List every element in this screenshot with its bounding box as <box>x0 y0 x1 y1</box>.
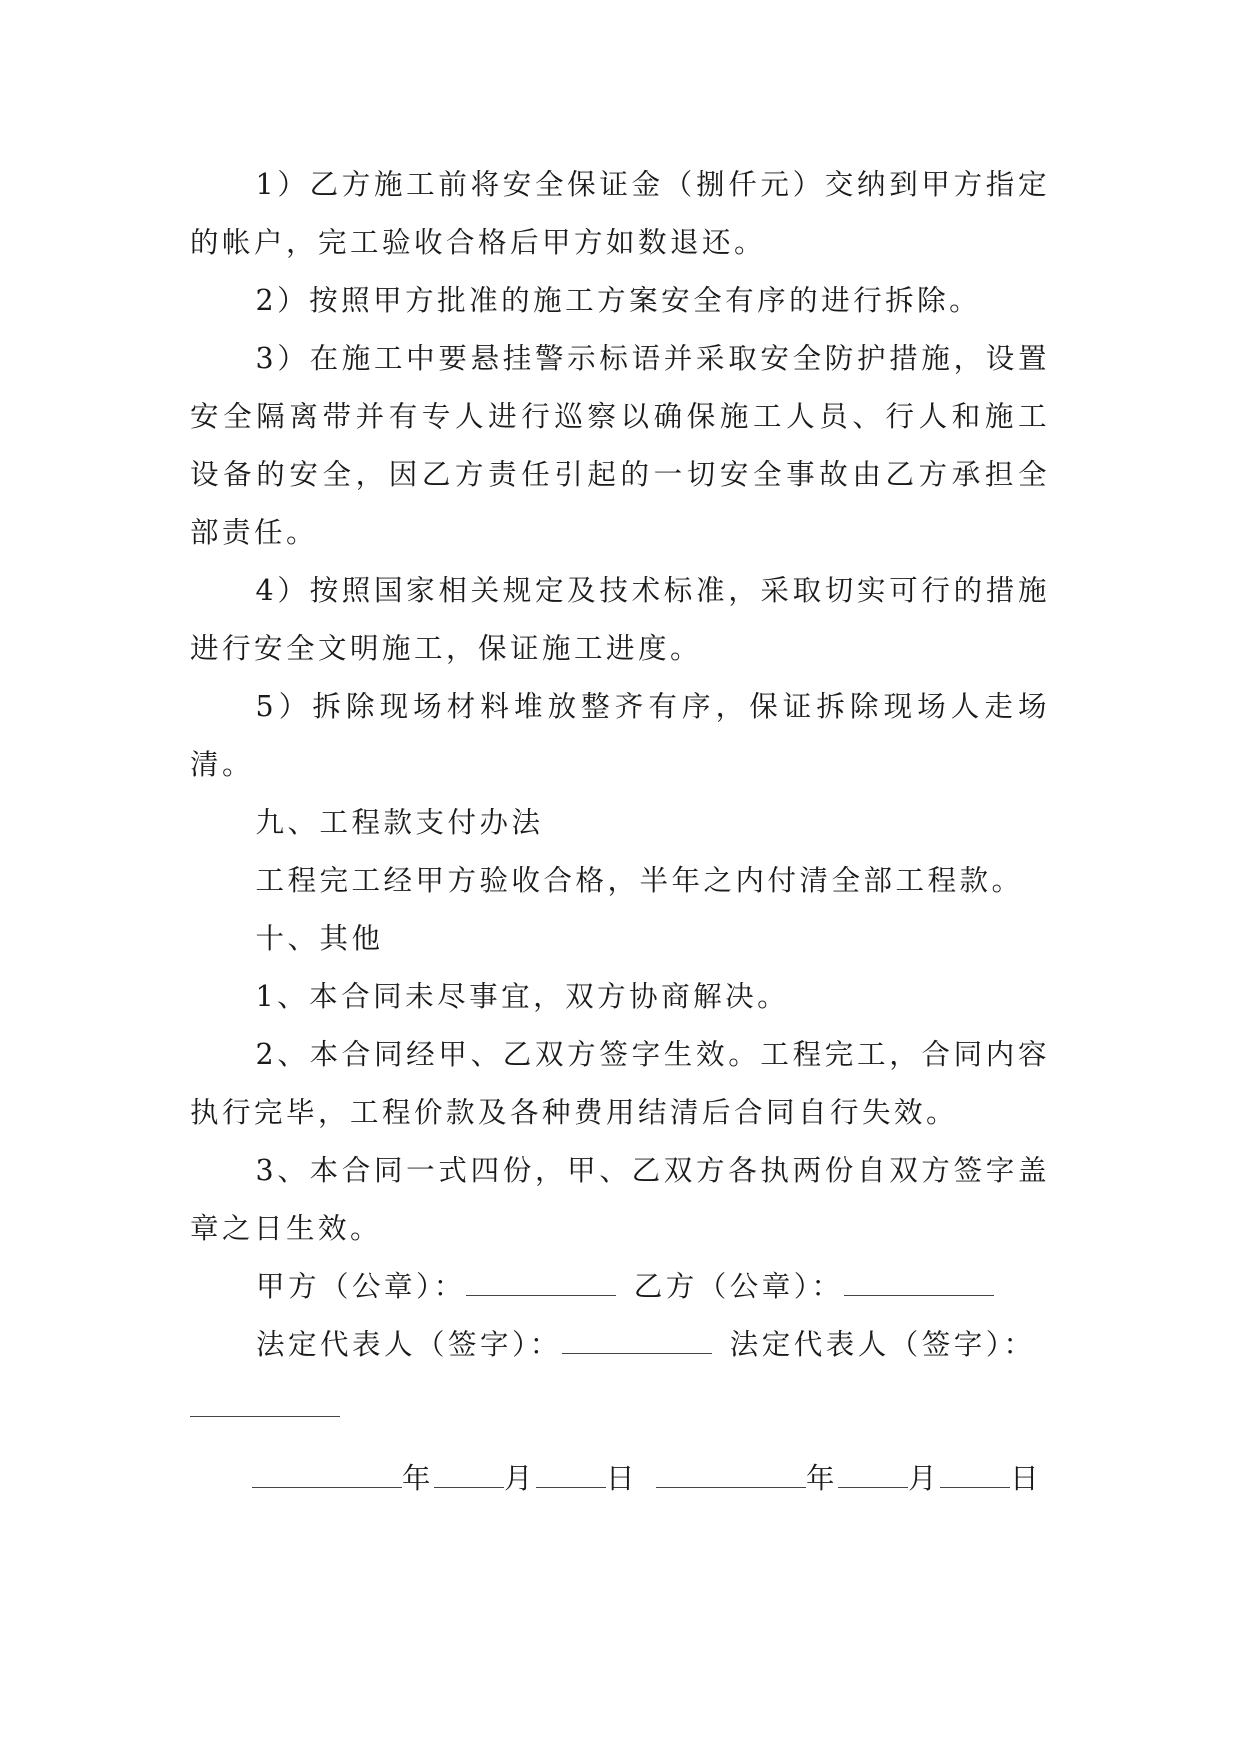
clause-2: 2）按照甲方批准的施工方案安全有序的进行拆除。 <box>255 284 982 317</box>
clause-3: 3）在施工中要悬挂警示标语并采取安全防护措施，设置安全隔离带并有专人进行巡察以确保施工人员、行人和施工设备的安全，因乙方责任引起的一切安全事故由乙方承担全部责任。 <box>190 342 1050 549</box>
party-b-year-blank[interactable] <box>656 1461 806 1488</box>
clause-4: 4）按照国家相关规定及技术标准，采取切实可行的措施进行安全文明施工，保证施工进度。 <box>190 574 1050 665</box>
clause-1: 1）乙方施工前将安全保证金（捌仟元）交纳到甲方指定的帐户，完工验收合格后甲方如数退还。 <box>190 168 1050 259</box>
party-a-day-blank[interactable] <box>536 1461 606 1488</box>
legal-rep-row <box>190 1316 1050 1374</box>
other-clause-2: 2、本合同经甲、乙双方签字生效。工程完工，合同内容执行完毕，工程价款及各种费用结清后合同自行失效。 <box>190 1038 1050 1129</box>
party-b-seal-label: 乙方（公章）： <box>633 1270 844 1303</box>
legal-rep-a-label: 法定代表人（签字）： <box>256 1328 562 1361</box>
legal-rep-b-label: 法定代表人（签字）： <box>729 1328 1036 1361</box>
legal-rep-b-blank-row <box>190 1374 1050 1432</box>
month-label-b: 月 <box>908 1462 941 1495</box>
party-a-seal-blank[interactable] <box>466 1269 616 1296</box>
party-b-seal-blank[interactable] <box>844 1269 994 1296</box>
other-clause-3: 3、本合同一式四份，甲、乙双方各执两份自双方签字盖章之日生效。 <box>190 1154 1050 1245</box>
party-a-year-blank[interactable] <box>252 1461 402 1488</box>
section-9-heading: 九、工程款支付办法 <box>255 806 544 839</box>
year-label-b: 年 <box>806 1462 839 1495</box>
day-label-a: 日 <box>606 1462 639 1495</box>
year-label-a: 年 <box>402 1462 435 1495</box>
legal-rep-b-blank[interactable] <box>190 1390 340 1417</box>
party-a-month-blank[interactable] <box>434 1461 504 1488</box>
section-10-heading: 十、其他 <box>255 922 384 955</box>
party-b-day-blank[interactable] <box>940 1461 1010 1488</box>
contract-body <box>190 156 1050 1508</box>
date-row <box>190 1450 1050 1508</box>
party-b-month-blank[interactable] <box>838 1461 908 1488</box>
month-label-a: 月 <box>504 1462 537 1495</box>
clause-5: 5）拆除现场材料堆放整齐有序，保证拆除现场人走场清。 <box>190 690 1050 781</box>
legal-rep-a-blank[interactable] <box>562 1327 712 1354</box>
seal-row <box>190 1258 1050 1316</box>
section-9-body: 工程完工经甲方验收合格，半年之内付清全部工程款。 <box>255 864 1024 897</box>
party-a-seal-label: 甲方（公章）： <box>256 1270 466 1303</box>
day-label-b: 日 <box>1010 1462 1043 1495</box>
other-clause-1: 1、本合同未尽事宜，双方协商解决。 <box>255 980 790 1013</box>
